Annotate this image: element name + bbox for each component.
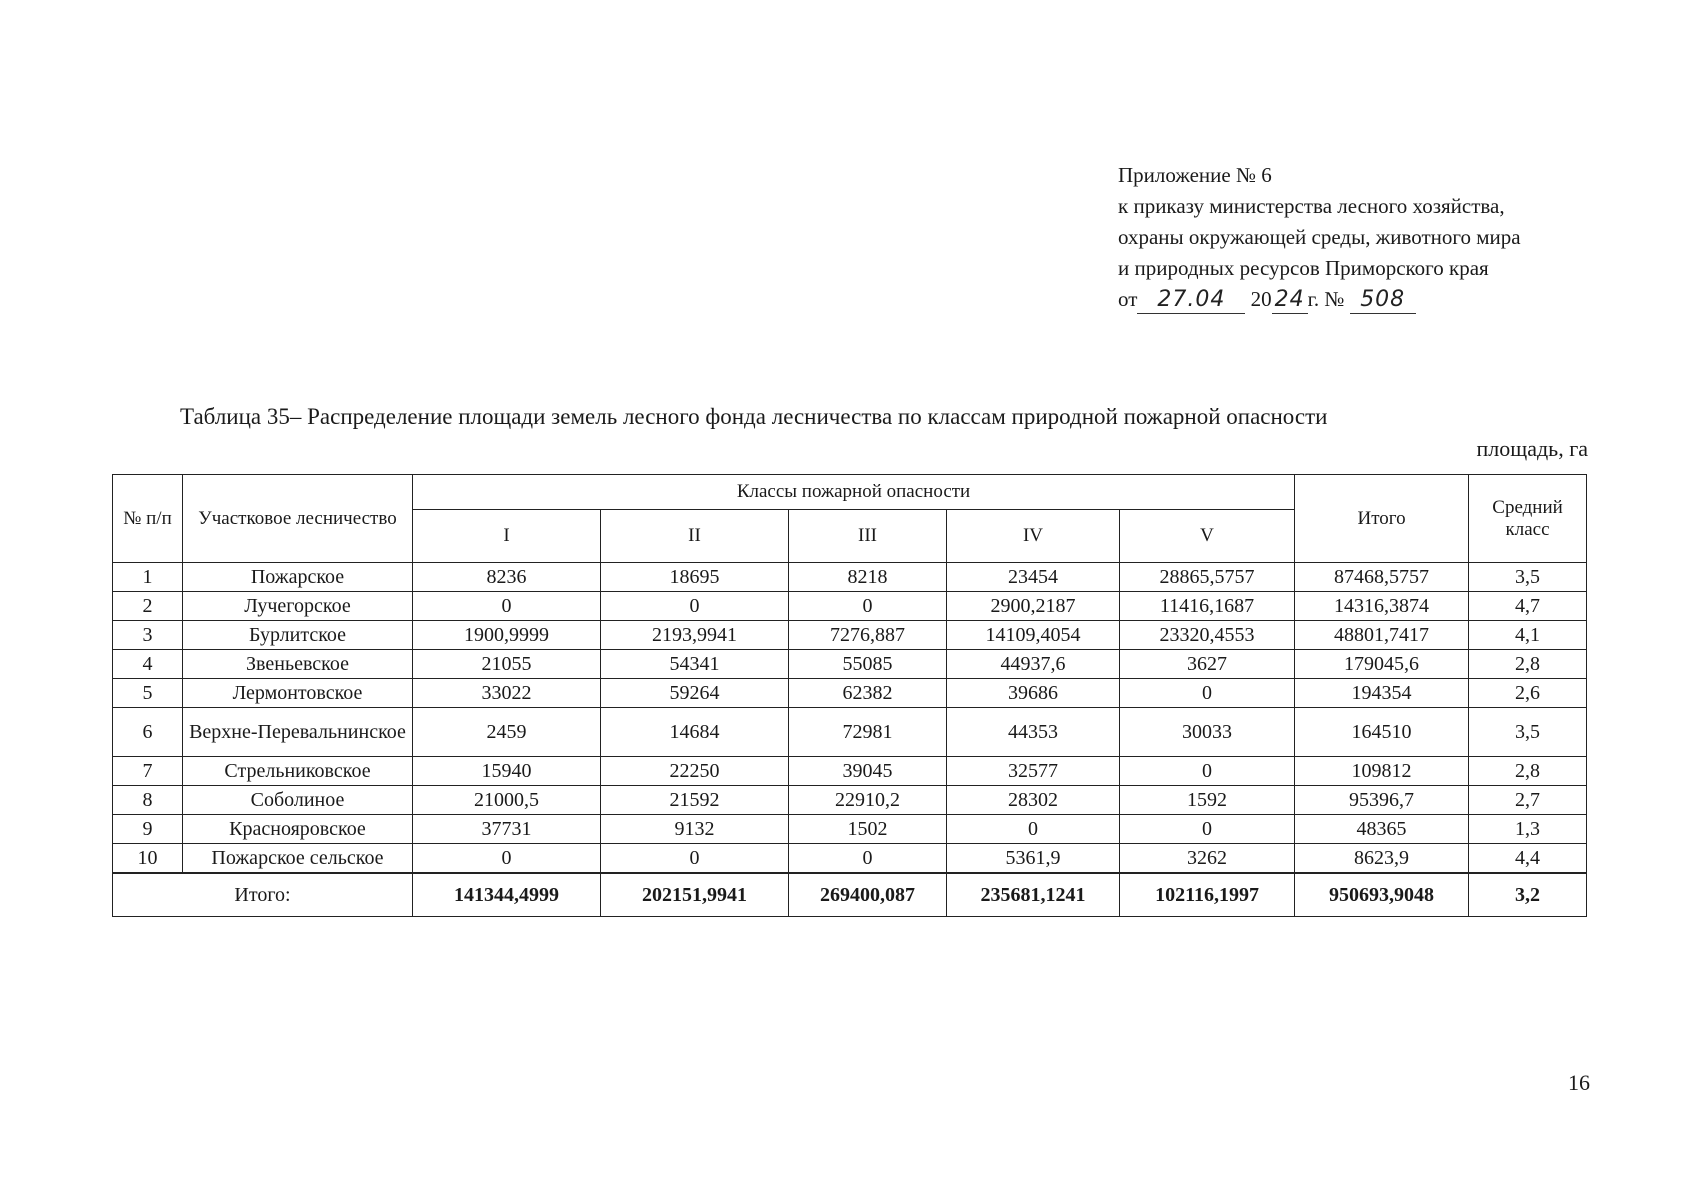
appendix-block	[1118, 160, 1658, 315]
cell-avg: 2,8	[1469, 650, 1587, 679]
cell-class-1: 0	[413, 592, 601, 621]
cell-num: 2	[113, 592, 183, 621]
cell-class-3: 1502	[789, 815, 947, 844]
cell-class-1: 33022	[413, 679, 601, 708]
cell-class-5: 0	[1120, 757, 1295, 786]
cell-name: Пожарское сельское	[183, 844, 413, 874]
cell-class-3: 72981	[789, 708, 947, 757]
cell-avg: 2,8	[1469, 757, 1587, 786]
cell-class-3: 62382	[789, 679, 947, 708]
appendix-line-2: к приказу министерства лесного хозяйства,	[1118, 194, 1505, 218]
cell-class-2: 54341	[601, 650, 789, 679]
table-row	[113, 679, 1587, 708]
cell-class-2: 21592	[601, 786, 789, 815]
cell-class-1: 21055	[413, 650, 601, 679]
cell-class-4: 39686	[947, 679, 1120, 708]
header-classes: Классы пожарной опасности	[413, 475, 1295, 510]
order-number-handwritten: 508	[1350, 287, 1416, 314]
cell-num: 8	[113, 786, 183, 815]
cell-class-3: 0	[789, 592, 947, 621]
cell-class-3: 55085	[789, 650, 947, 679]
order-year-suffix: г. №	[1307, 287, 1345, 311]
cell-num: 3	[113, 621, 183, 650]
cell-class-3: 22910,2	[789, 786, 947, 815]
cell-class-1: 1900,9999	[413, 621, 601, 650]
cell-class-5: 3262	[1120, 844, 1295, 874]
cell-class-5: 28865,5757	[1120, 563, 1295, 592]
cell-total: 164510	[1295, 708, 1469, 757]
header-avg: Средний класс	[1469, 475, 1587, 563]
cell-class-1: 15940	[413, 757, 601, 786]
cell-avg: 1,3	[1469, 815, 1587, 844]
cell-avg: 4,1	[1469, 621, 1587, 650]
totals-avg: 3,2	[1469, 873, 1587, 917]
header-class-3: III	[789, 510, 947, 563]
cell-total: 14316,3874	[1295, 592, 1469, 621]
cell-class-2: 0	[601, 592, 789, 621]
cell-total: 87468,5757	[1295, 563, 1469, 592]
header-class-5: V	[1120, 510, 1295, 563]
cell-class-5: 23320,4553	[1120, 621, 1295, 650]
order-date-handwritten: 27.04	[1137, 287, 1245, 314]
cell-class-5: 1592	[1120, 786, 1295, 815]
header-total: Итого	[1295, 475, 1469, 563]
table-row	[113, 592, 1587, 621]
header-class-1: I	[413, 510, 601, 563]
cell-name: Пожарское	[183, 563, 413, 592]
cell-class-1: 8236	[413, 563, 601, 592]
cell-class-4: 32577	[947, 757, 1120, 786]
cell-total: 109812	[1295, 757, 1469, 786]
table-row	[113, 650, 1587, 679]
cell-class-2: 2193,9941	[601, 621, 789, 650]
cell-name: Стрельниковское	[183, 757, 413, 786]
header-class-2: II	[601, 510, 789, 563]
cell-name: Звеньевское	[183, 650, 413, 679]
cell-class-3: 39045	[789, 757, 947, 786]
totals-row	[113, 873, 1587, 917]
cell-class-5: 0	[1120, 815, 1295, 844]
header-num: № п/п	[113, 475, 183, 563]
cell-class-1: 2459	[413, 708, 601, 757]
cell-class-1: 21000,5	[413, 786, 601, 815]
fire-hazard-table	[112, 474, 1587, 917]
cell-class-4: 44937,6	[947, 650, 1120, 679]
cell-avg: 2,7	[1469, 786, 1587, 815]
order-prefix: от	[1118, 287, 1138, 311]
cell-class-3: 8218	[789, 563, 947, 592]
table-row	[113, 815, 1587, 844]
cell-num: 9	[113, 815, 183, 844]
totals-class-1: 141344,4999	[413, 873, 601, 917]
cell-class-3: 7276,887	[789, 621, 947, 650]
cell-num: 6	[113, 708, 183, 757]
table-row	[113, 621, 1587, 650]
cell-total: 179045,6	[1295, 650, 1469, 679]
cell-avg: 3,5	[1469, 563, 1587, 592]
table-row	[113, 757, 1587, 786]
cell-class-4: 14109,4054	[947, 621, 1120, 650]
table-title: Таблица 35– Распределение площади земель лесного фонда лесничества по классам природной пожарной опасности	[180, 404, 1328, 429]
cell-total: 48365	[1295, 815, 1469, 844]
cell-class-2: 22250	[601, 757, 789, 786]
cell-class-4: 5361,9	[947, 844, 1120, 874]
appendix-line-4: и природных ресурсов Приморского края	[1118, 256, 1489, 280]
cell-class-3: 0	[789, 844, 947, 874]
cell-name: Лучегорское	[183, 592, 413, 621]
cell-num: 1	[113, 563, 183, 592]
cell-name: Лермонтовское	[183, 679, 413, 708]
cell-class-4: 0	[947, 815, 1120, 844]
table-units: площадь, га	[1476, 436, 1588, 461]
cell-num: 10	[113, 844, 183, 874]
header-class-4: IV	[947, 510, 1120, 563]
cell-total: 48801,7417	[1295, 621, 1469, 650]
cell-class-5: 11416,1687	[1120, 592, 1295, 621]
order-year-prefix: 20	[1250, 287, 1272, 311]
cell-total: 8623,9	[1295, 844, 1469, 874]
appendix-line-3: охраны окружающей среды, животного мира	[1118, 225, 1521, 249]
cell-name: Верхне-Перевальнинское	[183, 708, 413, 757]
cell-total: 95396,7	[1295, 786, 1469, 815]
cell-num: 7	[113, 757, 183, 786]
cell-avg: 2,6	[1469, 679, 1587, 708]
cell-class-2: 14684	[601, 708, 789, 757]
table-row	[113, 786, 1587, 815]
cell-avg: 4,4	[1469, 844, 1587, 874]
cell-class-1: 0	[413, 844, 601, 874]
cell-class-2: 9132	[601, 815, 789, 844]
cell-class-1: 37731	[413, 815, 601, 844]
cell-name: Бурлитское	[183, 621, 413, 650]
totals-label: Итого:	[113, 873, 413, 917]
cell-class-5: 30033	[1120, 708, 1295, 757]
table-row	[113, 708, 1587, 757]
cell-name: Краснояровское	[183, 815, 413, 844]
cell-class-5: 0	[1120, 679, 1295, 708]
cell-total: 194354	[1295, 679, 1469, 708]
cell-avg: 4,7	[1469, 592, 1587, 621]
cell-class-5: 3627	[1120, 650, 1295, 679]
cell-class-4: 44353	[947, 708, 1120, 757]
cell-class-2: 18695	[601, 563, 789, 592]
order-reference	[1118, 284, 1658, 315]
totals-total: 950693,9048	[1295, 873, 1469, 917]
header-forestry: Участковое лесничество	[183, 475, 413, 563]
totals-class-3: 269400,087	[789, 873, 947, 917]
table-row	[113, 563, 1587, 592]
appendix-title: Приложение № 6	[1118, 163, 1272, 187]
totals-class-4: 235681,1241	[947, 873, 1120, 917]
page-number: 16	[1568, 1070, 1590, 1095]
cell-name: Соболиное	[183, 786, 413, 815]
cell-class-4: 28302	[947, 786, 1120, 815]
cell-class-4: 23454	[947, 563, 1120, 592]
cell-class-2: 59264	[601, 679, 789, 708]
cell-class-4: 2900,2187	[947, 592, 1120, 621]
table-row	[113, 844, 1587, 874]
order-year-handwritten: 24	[1272, 287, 1308, 314]
cell-num: 5	[113, 679, 183, 708]
totals-class-5: 102116,1997	[1120, 873, 1295, 917]
cell-num: 4	[113, 650, 183, 679]
cell-avg: 3,5	[1469, 708, 1587, 757]
totals-class-2: 202151,9941	[601, 873, 789, 917]
cell-class-2: 0	[601, 844, 789, 874]
